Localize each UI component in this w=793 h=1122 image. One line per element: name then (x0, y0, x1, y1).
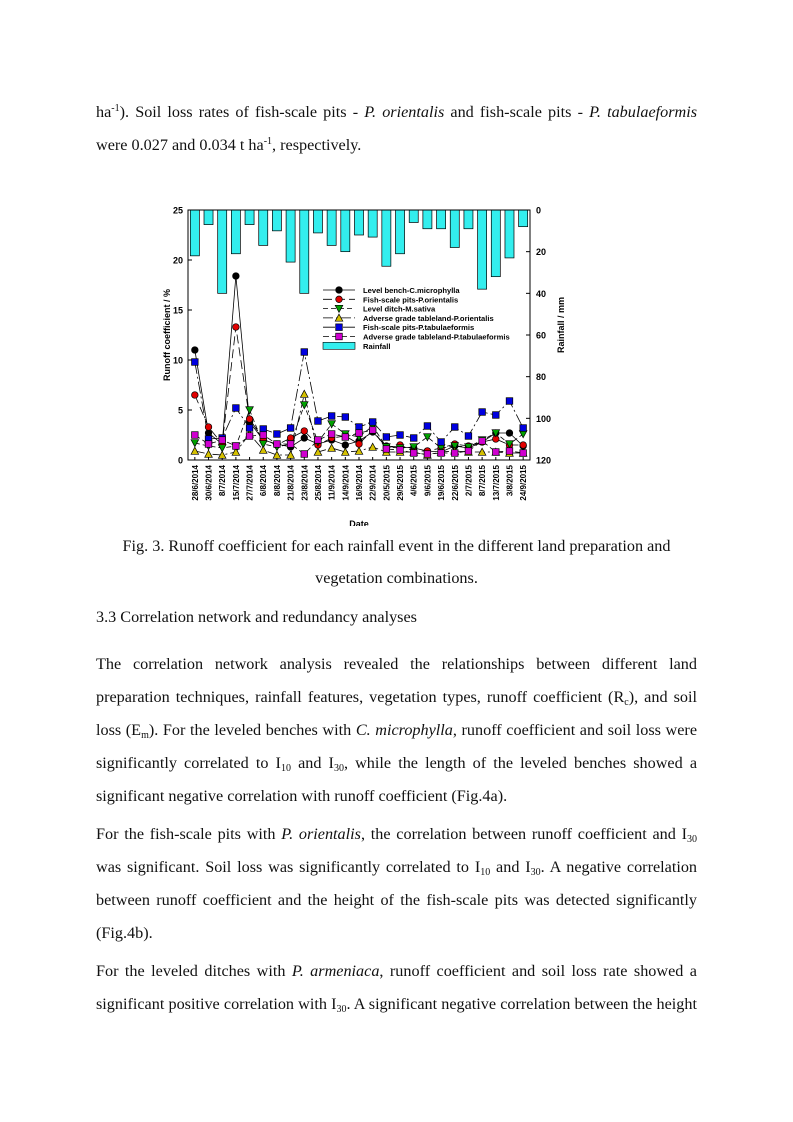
intro-paragraph: $ha^{-1}$). Soil loss rates of fish-scale pits - P. orientalis and fish-scale pits - P. tabulaeformis were 0.027 and 0.034 t $ha^{-1}$, respectively. (96, 103, 698, 154)
x-tick-label: 30/6/2014 (204, 465, 214, 501)
data-point (520, 450, 527, 457)
data-point (355, 447, 363, 454)
x-tick-label: 24/9/2015 (519, 465, 529, 501)
data-point (369, 419, 376, 426)
data-point (410, 435, 417, 442)
legend-rainfall-swatch (323, 342, 355, 349)
legend-marker (336, 333, 343, 340)
data-point (274, 441, 281, 448)
rainfall-bar (231, 210, 240, 254)
data-point (356, 424, 363, 431)
data-point (315, 418, 322, 425)
rainfall-bar (519, 210, 528, 227)
data-point (397, 432, 404, 439)
data-point (205, 430, 212, 437)
data-point (424, 434, 432, 441)
section-heading: 3.3 Correlation network and redundancy analyses (96, 608, 417, 626)
data-point (506, 398, 513, 405)
rainfall-bar (272, 210, 281, 231)
rainfall-bar (368, 210, 377, 237)
x-tick-label: 25/8/2014 (313, 465, 323, 501)
data-point (219, 437, 226, 444)
data-point (438, 439, 445, 446)
data-point (410, 450, 417, 457)
data-point (479, 438, 486, 445)
data-point (192, 432, 199, 439)
data-point (493, 449, 500, 456)
legend-label: Level ditch-M.sativa (363, 304, 436, 314)
y-tick-label: 20 (172, 255, 183, 266)
data-point (328, 413, 335, 420)
rainfall-bar (437, 210, 446, 229)
data-point (369, 443, 377, 450)
data-point (342, 442, 349, 449)
x-tick-label: 8/8/2014 (272, 465, 282, 497)
paragraph-3: For the leveled ditches with P. armeniaca, runoff coefficient and soil loss rate showed a significant positive correlation with $I_{30}$. A significant negative correlation between the height (96, 962, 697, 1015)
data-point (233, 273, 240, 280)
data-point (383, 434, 390, 441)
legend-label: Fish-scale pits-P.orientalis (363, 295, 459, 305)
data-point (356, 430, 363, 437)
data-point (233, 405, 240, 412)
data-point (342, 434, 349, 441)
rainfall-bar (354, 210, 363, 235)
data-point (192, 392, 199, 399)
data-point (438, 450, 445, 457)
legend-label: Level bench-C.microphylla (363, 286, 460, 295)
data-point (315, 437, 322, 444)
data-point (274, 431, 281, 438)
y-axis-title: Runoff coefficient / % (162, 289, 172, 381)
y2-tick-label: 120 (536, 455, 552, 466)
rainfall-bar (259, 210, 268, 245)
data-point (260, 426, 267, 433)
legend-label: Fish-scale pits-P.tabulaeformis (363, 323, 475, 333)
data-point (246, 416, 253, 423)
x-tick-label: 23/8/2014 (300, 465, 310, 501)
data-point (383, 446, 390, 453)
caption-line-1: Fig. 3. Runoff coefficient for each rainfall event in the different land preparation and (122, 537, 671, 555)
data-point (328, 444, 336, 451)
data-point (451, 424, 458, 431)
x-tick-label: 8/7/2015 (478, 465, 488, 497)
caption-line-2: vegetation combinations. (315, 569, 478, 587)
y2-axis-title: Rainfall / mm (556, 296, 566, 354)
rainfall-bar (286, 210, 295, 262)
legend-marker (336, 296, 343, 303)
data-point (192, 347, 199, 354)
y-tick-label: 0 (177, 455, 183, 466)
data-point (328, 421, 336, 428)
figure-caption (96, 530, 697, 594)
y2-tick-label: 0 (536, 205, 542, 216)
paragraph-1: The correlation network analysis revealed the relationships between different land preparation techniques, rainfall features, vegetation types, runoff coefficient $(R_c)$, and soil loss $(E_m)$. For the leveled benches with C. microphylla, runoff coefficient and soil loss were significantly correlated to $I_{10}$ and $I_{30}$, while the length of the leveled benches showed a significant negative correlation with runoff coefficient (Fig.4a). (96, 655, 698, 805)
rainfall-bar (409, 210, 418, 223)
data-point (301, 451, 308, 458)
x-tick-label: 15/7/2014 (231, 465, 241, 501)
data-point (506, 448, 513, 455)
x-tick-label: 16/9/2014 (355, 465, 364, 501)
x-tick-label: 13/7/2015 (491, 465, 501, 501)
legend-label: Adverse grade tableland-P.orientalis (363, 313, 494, 323)
legend-label: Rainfall (363, 341, 391, 351)
data-point (465, 433, 472, 440)
legend-marker (336, 287, 343, 294)
data-point (301, 349, 308, 356)
data-point (506, 430, 513, 437)
x-tick-label: 6/8/2014 (259, 465, 269, 497)
x-tick-label: 28/6/2014 (190, 465, 200, 501)
data-point (191, 447, 199, 454)
data-point (192, 359, 199, 366)
x-tick-label: 3/8/2015 (505, 465, 515, 497)
rainfall-bar (313, 210, 322, 233)
data-point (301, 435, 308, 442)
y-tick-label: 15 (172, 305, 183, 316)
x-tick-label: 11/9/2014 (327, 465, 337, 501)
legend-marker (336, 324, 343, 331)
y2-tick-label: 100 (536, 413, 552, 424)
y2-tick-label: 40 (536, 288, 547, 299)
data-point (246, 433, 253, 440)
data-point (342, 414, 349, 421)
data-point (300, 390, 308, 397)
data-point (205, 441, 212, 448)
x-axis-title: Date (349, 519, 369, 526)
x-tick-label: 22/6/2015 (450, 465, 460, 501)
data-point (246, 407, 254, 414)
data-point (314, 448, 322, 455)
data-point (424, 451, 431, 458)
data-point (520, 442, 527, 449)
data-point (287, 435, 294, 442)
data-point (451, 450, 458, 457)
x-tick-label: 14/9/2014 (341, 465, 351, 501)
rainfall-bar (204, 210, 213, 225)
data-point (205, 450, 213, 457)
y2-tick-label: 60 (536, 330, 547, 341)
data-point (273, 451, 281, 458)
data-point (397, 447, 404, 454)
rainfall-bar (218, 210, 227, 293)
x-tick-label: 21/8/2014 (286, 465, 296, 501)
rainfall-bar (505, 210, 514, 258)
rainfall-bar (491, 210, 500, 277)
data-point (356, 441, 363, 448)
rainfall-bar (478, 210, 487, 289)
rainfall-bar (423, 210, 432, 229)
data-point (424, 423, 431, 430)
y2-tick-label: 80 (536, 372, 547, 383)
data-point (246, 425, 253, 432)
data-point (519, 431, 527, 438)
x-tick-label: 29/5/2015 (396, 465, 406, 501)
y-tick-label: 10 (172, 355, 183, 366)
y2-tick-label: 20 (536, 247, 547, 258)
data-point (479, 409, 486, 416)
x-tick-label: 19/6/2015 (437, 465, 447, 501)
data-point (328, 431, 335, 438)
paragraph-2: For the fish-scale pits with P. orientalis, the correlation between runoff coefficient and $I_{30}$ was significant. Soil loss was significantly correlated to $I_{10}$ and $I_{30}$. A negative correlation between runoff coefficient and the height of the fish-scale pits was detected significantly (Fig.4b). (96, 825, 698, 942)
y-tick-label: 25 (172, 205, 183, 216)
data-point (493, 412, 500, 419)
rainfall-bar (245, 210, 254, 225)
x-tick-label: 4/6/2015 (409, 465, 419, 497)
data-point (301, 428, 308, 435)
x-tick-label: 8/7/2014 (218, 465, 228, 497)
data-point (287, 441, 294, 448)
data-point (287, 425, 294, 432)
x-tick-label: 20/5/2015 (382, 465, 392, 501)
rainfall-bar (464, 210, 473, 229)
x-tick-label: 9/6/2015 (423, 465, 433, 497)
rainfall-bar (396, 210, 405, 254)
data-point (233, 443, 240, 450)
x-tick-label: 27/7/2014 (245, 465, 255, 501)
legend-label: Adverse grade tableland-P.tabulaeformis (363, 332, 510, 342)
rainfall-bar (300, 210, 309, 293)
data-point (233, 324, 240, 331)
data-point (465, 448, 472, 455)
x-tick-label: 22/9/2014 (368, 465, 378, 501)
data-point (369, 427, 376, 434)
rainfall-bar (341, 210, 350, 252)
data-point (205, 424, 212, 431)
data-point (260, 432, 267, 439)
rainfall-bar (327, 210, 336, 245)
rainfall-bar (450, 210, 459, 248)
rainfall-bar (382, 210, 391, 266)
rainfall-bar (190, 210, 199, 256)
runoff-rainfall-chart (150, 196, 590, 526)
y-tick-label: 5 (177, 405, 183, 416)
x-tick-label: 2/7/2015 (464, 465, 474, 497)
data-point (520, 425, 527, 432)
